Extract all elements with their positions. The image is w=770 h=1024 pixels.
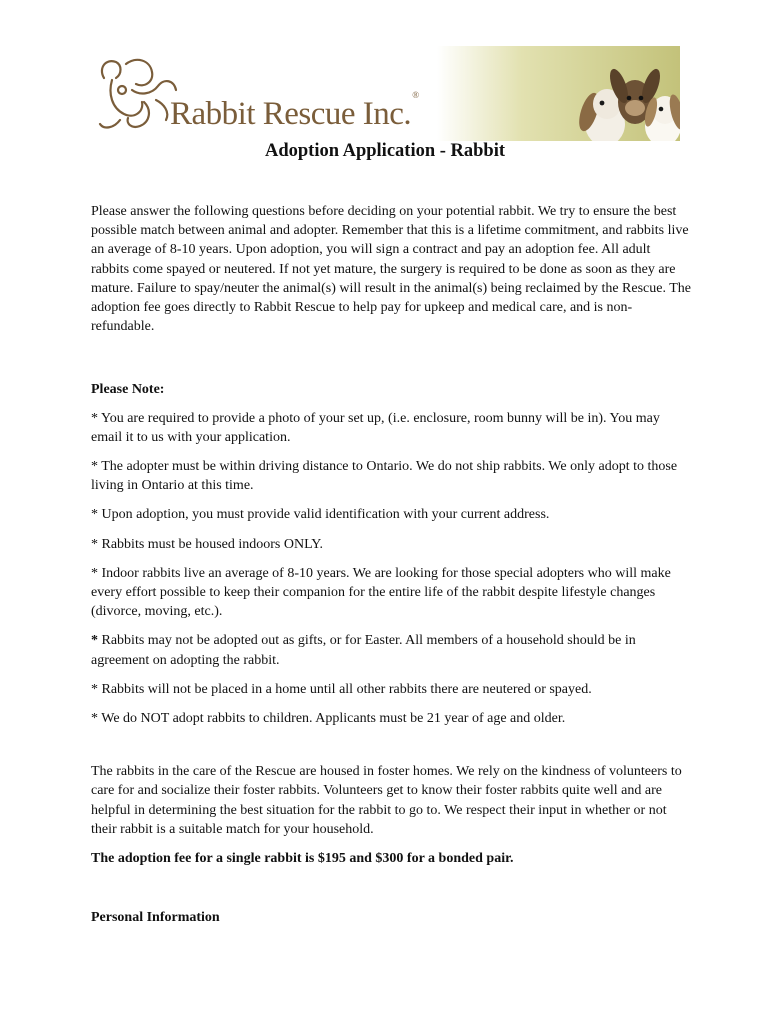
note-item bbox=[91, 709, 691, 728]
page-title: Adoption Application - Rabbit bbox=[264, 141, 506, 161]
bullet-star: * bbox=[91, 711, 98, 727]
bullet-star: * bbox=[91, 565, 98, 581]
note-text: Indoor rabbits live an average of 8-10 years. We are looking for those special adopters who will make every effort possible to keep their companion for the entire life of the rabbit despite lifestyle changes (divorce, moving, etc.). bbox=[91, 565, 671, 620]
personal-information-heading: Personal Information bbox=[91, 910, 220, 926]
bullet-star: * bbox=[91, 536, 98, 552]
note-text: We do NOT adopt rabbits to children. Applicants must be 21 year of age and older. bbox=[98, 711, 566, 727]
note-item bbox=[91, 564, 691, 622]
note-item bbox=[91, 535, 691, 554]
rabbit-logo-icon bbox=[92, 50, 182, 136]
bullet-star: * bbox=[91, 681, 98, 697]
bullet-star: * bbox=[91, 410, 98, 426]
note-text: Upon adoption, you must provide valid identification with your current address. bbox=[98, 507, 550, 523]
three-rabbits-photo bbox=[437, 46, 680, 141]
adoption-fee-statement: The adoption fee for a single rabbit is $195 and $300 for a bonded pair. bbox=[91, 851, 514, 867]
note-text: The adopter must be within driving distance to Ontario. We do not ship rabbits. We only adopt to those living in Ontario at this time. bbox=[91, 459, 678, 494]
registered-mark: ® bbox=[412, 90, 419, 100]
bullet-star: * bbox=[91, 633, 98, 649]
note-item bbox=[91, 680, 691, 699]
bullet-star: * bbox=[91, 507, 98, 523]
note-text: Rabbits must be housed indoors ONLY. bbox=[98, 536, 324, 552]
intro-paragraph: Please answer the following questions before deciding on your potential rabbit. We try to ensure the best possible match between animal and adopter. Remember that this is a lifetime commitment, and rabbits live an average of 8-10 years. Upon adoption, you will sign a contract and pay an adoption fee. All adult rabbits come spayed or neutered. If not yet mature, the surgery is required to be done as soon as they are mature. Failure to spay/neuter the animal(s) will result in the animal(s) being reclaimed by the Rescue. The adoption fee goes directly to Rabbit Rescue to help pay for upkeep and medical care, and is non-refundable. bbox=[91, 204, 691, 335]
note-item bbox=[91, 505, 691, 524]
foster-paragraph: The rabbits in the care of the Rescue are housed in foster homes. We rely on the kindness of volunteers to care for and socialize their foster rabbits. Volunteers get to know their foster rabbits quite well and are helpful in determining the best situation for the rabbit to go to. We respect their input in whether or not their rabbit is a suitable match for your household. bbox=[91, 764, 682, 837]
note-item bbox=[91, 409, 691, 447]
note-text: Rabbits may not be adopted out as gifts, or for Easter. All members of a household should be in agreement on adopting the rabbit. bbox=[91, 633, 636, 668]
bullet-star: * bbox=[91, 459, 98, 475]
document-body bbox=[91, 202, 691, 927]
note-item bbox=[91, 457, 691, 495]
please-note-heading: Please Note: bbox=[91, 382, 165, 398]
page-header bbox=[92, 46, 680, 141]
note-text: You are required to provide a photo of your set up, (i.e. enclosure, room bunny will be in). You may email it to us with your application. bbox=[91, 410, 660, 445]
note-item bbox=[91, 631, 691, 669]
note-text: Rabbits will not be placed in a home until all other rabbits there are neutered or spayed. bbox=[98, 681, 592, 697]
logo-text: Rabbit Rescue Inc.® bbox=[170, 90, 419, 132]
